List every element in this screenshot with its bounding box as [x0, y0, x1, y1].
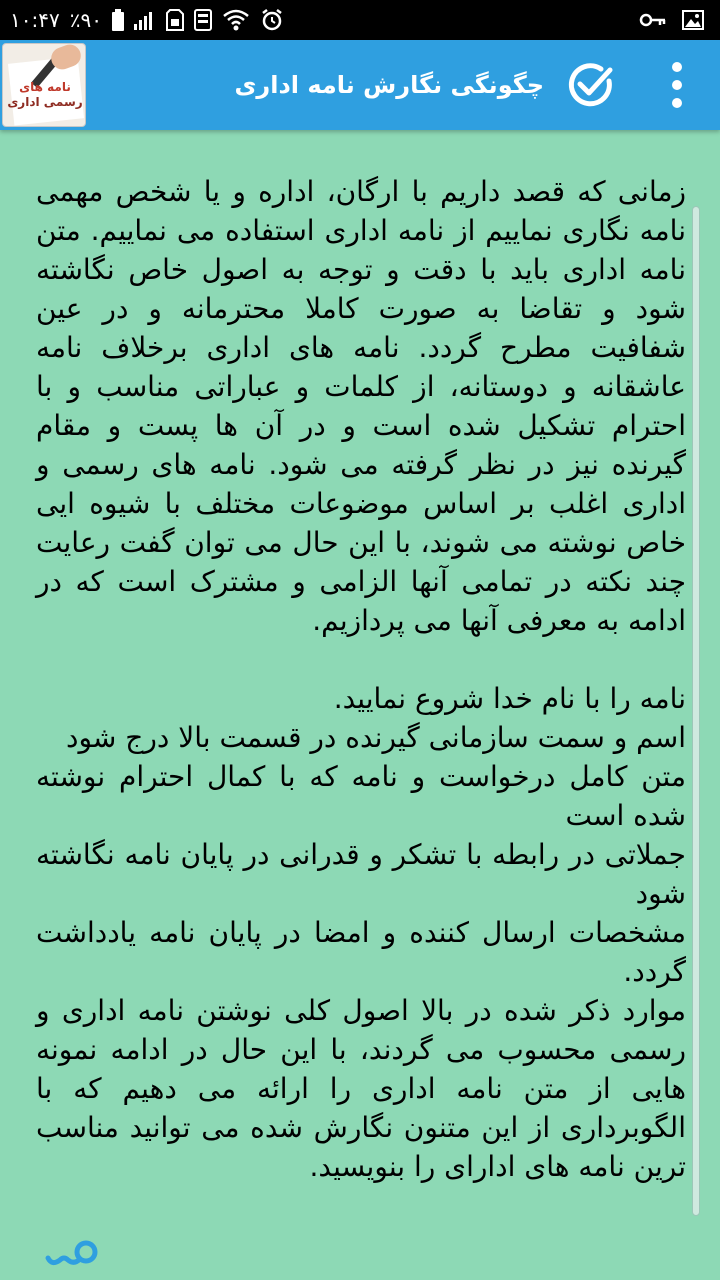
- status-right: [640, 0, 704, 40]
- logo-text: [7, 80, 83, 110]
- signal-icon: [134, 10, 156, 30]
- more-vert-icon: [670, 60, 684, 110]
- battery-icon: [112, 9, 124, 31]
- status-time: ۱۰:۴۷: [10, 8, 60, 32]
- logo-line-2: رسمی اداری: [7, 95, 83, 109]
- status-battery-percent: ٪۹۰: [69, 8, 102, 32]
- check-circle-icon: [565, 59, 617, 111]
- data-icon: [194, 9, 212, 31]
- app-title: چگونگی نگارش نامه اداری: [234, 71, 544, 99]
- overflow-menu-button[interactable]: [656, 56, 698, 114]
- logo-line-1: نامه های: [19, 80, 71, 94]
- bottom-left-logo-icon[interactable]: [42, 1232, 100, 1268]
- status-bar: [0, 0, 720, 40]
- status-left: [10, 0, 284, 40]
- sim-icon: [166, 9, 184, 31]
- app-logo: [2, 43, 86, 127]
- scrollbar[interactable]: [692, 206, 700, 1216]
- app-bar: [0, 40, 720, 130]
- image-icon: [682, 10, 704, 30]
- article-text: زمانی که قصد داریم با ارگان، اداره و یا شخص مهمی نامه نگاری نماییم از نامه اداری استفاده می نماییم. متن نامه اداری باید با دقت و توجه به اصول خاص نگاشته شود و تقاضا به صورت کاملا محترمانه و در عین شفافیت مطرح گردد. نامه های اداری برخلاف نامه عاشقانه و دوستانه، از کلمات و عباراتی مناسب و با احترام تشکیل شده است و در آن ها پست و مقام گیرنده نیز در نظر گرفته می شود. نامه های رسمی و اداری اغلب بر اساس موضوعات مختلف با شیوه ایی خاص نوشته می شوند، با این حال می توان گفت رعایت چند نکته در تمامی آنها الزامی و مشترک است که در ادامه به معرفی آنها می پردازیم. نامه را با نام خدا شروع نمایید. اسم و سمت سازمانی گیرنده در قسمت بالا درج شود متن کامل درخواست و نامه که با کمال احترام نوشته شده است جملاتی در رابطه با تشکر و قدرانی در پایان نامه نگاشته شود مشخصات ارسال کننده و امضا در پایان نامه یادداشت گردد. موارد ذکر شده در بالا اصول کلی نوشتن نامه اداری و رسمی محسوب می گردند، با این حال در ادامه نمونه هایی از متن نامه اداری را ارائه می دهیم که با الگوبرداری از این متنون نگارش شده می توانید مناسب ترین نامه های ادارای را بنویسید.: [36, 175, 686, 1183]
- check-button[interactable]: [562, 56, 620, 114]
- key-icon: [640, 12, 666, 28]
- alarm-icon: [260, 8, 284, 32]
- wifi-icon: [222, 9, 250, 31]
